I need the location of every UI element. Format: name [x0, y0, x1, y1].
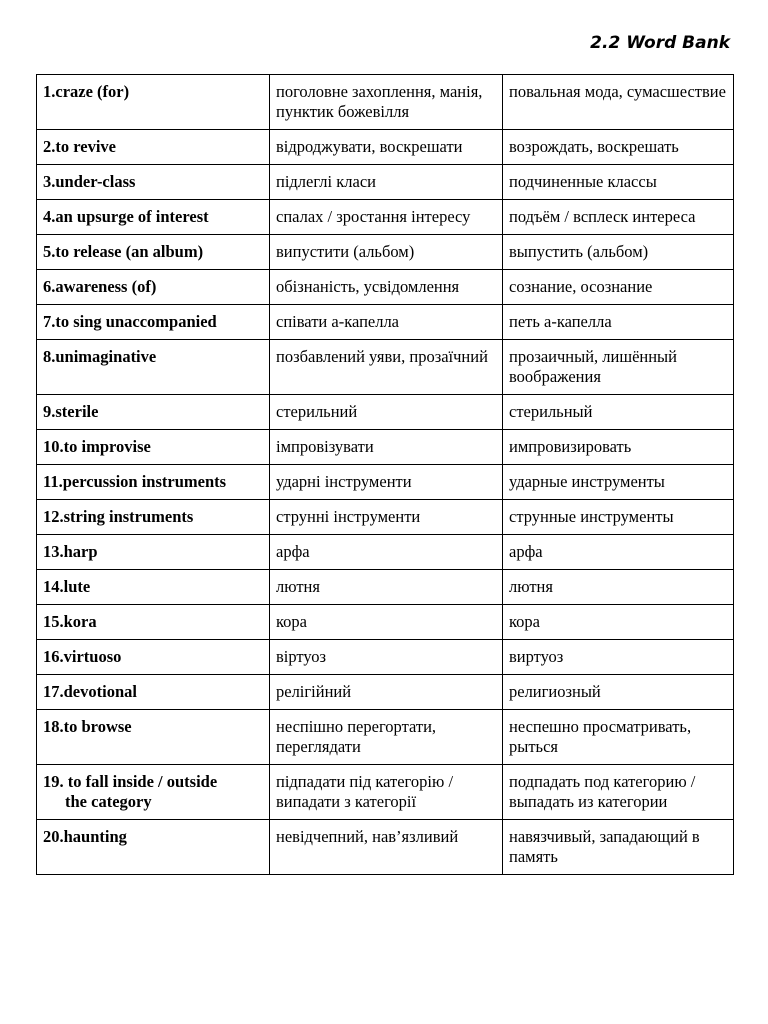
russian-cell: возрождать, воскрешать: [503, 130, 734, 165]
ukrainian-cell: лютня: [270, 570, 503, 605]
table-row: [37, 605, 734, 640]
term-cell: [37, 200, 270, 235]
russian-cell: импровизировать: [503, 430, 734, 465]
term-text: to revive: [55, 137, 117, 156]
ukrainian-cell: імпровізувати: [270, 430, 503, 465]
term-number: 3.: [43, 172, 56, 191]
term-cell: [37, 340, 270, 395]
page-title: 2.2 Word Bank: [590, 33, 730, 53]
russian-cell: подчиненные классы: [503, 165, 734, 200]
ukrainian-cell: віртуоз: [270, 640, 503, 675]
table-row: [37, 340, 734, 395]
table-row: [37, 570, 734, 605]
term-text: lute: [63, 577, 91, 596]
term-text: percussion instruments: [62, 472, 227, 491]
term-cell: [37, 130, 270, 165]
term-cell: [37, 710, 270, 765]
ukrainian-cell: випустити (альбом): [270, 235, 503, 270]
term-number: 1.: [43, 82, 56, 101]
term-cell: [37, 395, 270, 430]
ukrainian-cell: спалах / зростання інтересу: [270, 200, 503, 235]
russian-cell: подпадать под категорию / выпадать из категории: [503, 765, 734, 820]
term-text: to sing unaccompanied: [55, 312, 217, 331]
table-row: [37, 675, 734, 710]
ukrainian-cell: стерильний: [270, 395, 503, 430]
term-cell: [37, 165, 270, 200]
term-text: to browse: [63, 717, 132, 736]
ukrainian-cell: кора: [270, 605, 503, 640]
russian-cell: арфа: [503, 535, 734, 570]
term-text: an upsurge of interest: [55, 207, 209, 226]
term-number: 10.: [43, 437, 64, 456]
russian-cell: сознание, осознание: [503, 270, 734, 305]
term-cell: [37, 75, 270, 130]
russian-cell: ударные инструменты: [503, 465, 734, 500]
term-number: 12.: [43, 507, 64, 526]
russian-cell: прозаичный, лишённый воображения: [503, 340, 734, 395]
ukrainian-cell: відроджувати, воскрешати: [270, 130, 503, 165]
table-row: [37, 200, 734, 235]
table-row: [37, 235, 734, 270]
term-text: craze (for): [55, 82, 130, 101]
term-cell: [37, 535, 270, 570]
term-cell: [37, 605, 270, 640]
ukrainian-cell: релігійний: [270, 675, 503, 710]
table-row: [37, 395, 734, 430]
table-row: [37, 305, 734, 340]
ukrainian-cell: ударні інструменти: [270, 465, 503, 500]
term-number: 7.: [43, 312, 56, 331]
term-text: under-class: [55, 172, 136, 191]
word-bank-table: [36, 74, 734, 875]
term-number: 5.: [43, 242, 56, 261]
ukrainian-cell: співати а-капелла: [270, 305, 503, 340]
term-cell: [37, 305, 270, 340]
term-cell: [37, 430, 270, 465]
russian-cell: выпустить (альбом): [503, 235, 734, 270]
table-row: [37, 430, 734, 465]
term-cell: [37, 235, 270, 270]
table-row: [37, 500, 734, 535]
term-text: string instruments: [63, 507, 194, 526]
russian-cell: стерильный: [503, 395, 734, 430]
russian-cell: повальная мода, сумасшествие: [503, 75, 734, 130]
term-text: harp: [63, 542, 98, 561]
term-number: 11.: [43, 472, 63, 491]
term-text: to improvise: [63, 437, 151, 456]
term-cell: [37, 570, 270, 605]
term-number: 17.: [43, 682, 64, 701]
table-row: [37, 270, 734, 305]
ukrainian-cell: обізнаність, усвідомлення: [270, 270, 503, 305]
table-row: [37, 465, 734, 500]
russian-cell: лютня: [503, 570, 734, 605]
table-row: [37, 640, 734, 675]
term-number: 16.: [43, 647, 64, 666]
table-row: [37, 165, 734, 200]
term-cell: [37, 640, 270, 675]
term-text: sterile: [55, 402, 99, 421]
russian-cell: струнные инструменты: [503, 500, 734, 535]
ukrainian-cell: неспішно перегортати, переглядати: [270, 710, 503, 765]
word-bank-body: [37, 75, 734, 875]
term-number: 20.: [43, 827, 64, 846]
term-text: to fall inside / outside: [67, 772, 218, 791]
term-text: virtuoso: [63, 647, 122, 666]
term-cell: [37, 675, 270, 710]
ukrainian-cell: поголовне захоплення, манія, пунктик божевілля: [270, 75, 503, 130]
term-number: 14.: [43, 577, 64, 596]
term-cell: [37, 270, 270, 305]
term-number: 6.: [43, 277, 56, 296]
term-number: 19.: [43, 772, 64, 791]
table-row: [37, 710, 734, 765]
term-number: 15.: [43, 612, 64, 631]
ukrainian-cell: підпадати під категорію / випадати з категорії: [270, 765, 503, 820]
term-cell: [37, 465, 270, 500]
russian-cell: кора: [503, 605, 734, 640]
term-cell: [37, 765, 270, 820]
term-text: devotional: [63, 682, 137, 701]
table-row: [37, 75, 734, 130]
ukrainian-cell: арфа: [270, 535, 503, 570]
term-number: 9.: [43, 402, 56, 421]
term-number: 8.: [43, 347, 56, 366]
ukrainian-cell: позбавлений уяви, прозаїчний: [270, 340, 503, 395]
term-cell: [37, 500, 270, 535]
table-row: [37, 130, 734, 165]
russian-cell: неспешно просматривать, рыться: [503, 710, 734, 765]
term-text: kora: [63, 612, 97, 631]
term-number: 13.: [43, 542, 64, 561]
ukrainian-cell: невідчепний, нав’язливий: [270, 820, 503, 875]
term-text: to release (an album): [55, 242, 204, 261]
term-text: haunting: [63, 827, 127, 846]
russian-cell: петь а-капелла: [503, 305, 734, 340]
russian-cell: подъём / всплеск интереса: [503, 200, 734, 235]
term-text: unimaginative: [55, 347, 157, 366]
term-number: 4.: [43, 207, 56, 226]
term-number: 18.: [43, 717, 64, 736]
table-row: [37, 535, 734, 570]
term-text-continuation: the category: [65, 792, 152, 811]
ukrainian-cell: підлеглі класи: [270, 165, 503, 200]
term-number: 2.: [43, 137, 56, 156]
term-text: awareness (of): [55, 277, 157, 296]
table-row: [37, 765, 734, 820]
ukrainian-cell: струнні інструменти: [270, 500, 503, 535]
russian-cell: религиозный: [503, 675, 734, 710]
russian-cell: виртуоз: [503, 640, 734, 675]
russian-cell: навязчивый, западающий в память: [503, 820, 734, 875]
table-row: [37, 820, 734, 875]
term-cell: [37, 820, 270, 875]
